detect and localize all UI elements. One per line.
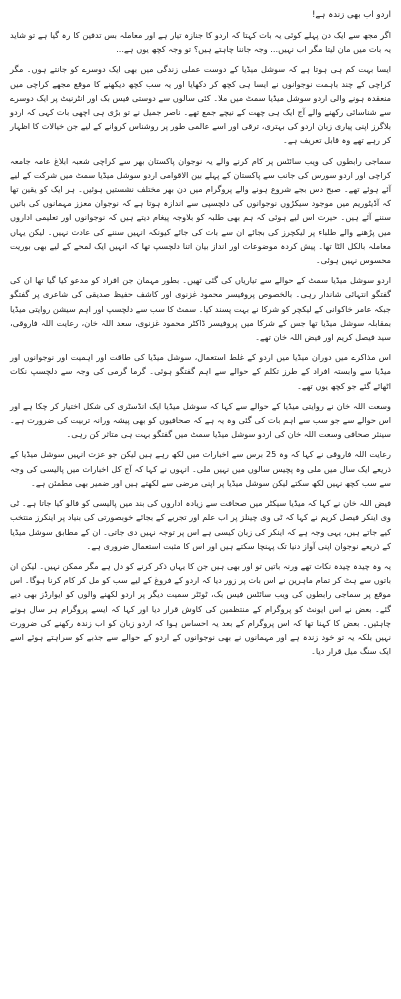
paragraph-7: رعایت اللہ فاروقی نے کہا کہ وہ 25 برس سے اخبارات میں لکھ رہے ہیں لیکن جو عزت انہیں سوشل میڈیا کے ذریعے ایک سال میں ملی وہ پچیس سالوں میں نہیں ملی۔ انہوں نے کہا کہ آج کل اخبارات میں پالیسی کی وجہ سے سب کچھ نہیں لکھ سکتے لیکن سوشل میڈیا پر اپنی مرضی سے لکھتے ہیں اور ضمیر بھی مطمئن ہے۔ (10, 449, 391, 488)
paragraph-6: وسعت اللہ خان نے روایتی میڈیا کے حوالے سے کہا کہ سوشل میڈیا ایک انڈسٹری کی شکل اختیار کر چکا ہے اور اس حوالے سے جو سب سے اہم بات کی گئی وہ یہ ہے کہ صحافیوں کو بھی پیشہ ورانہ تربیت کی ضرورت ہے۔ سینئر صحافی وسعت اللہ خان کی اردو سوشل میڈیا سمٹ میں گفتگو بہت ہی متاثر کن رہی۔ (10, 400, 391, 440)
paragraph-3: سماجی رابطوں کی ویب سائٹس پر کام کرنے والے یہ نوجوان پاکستان بھر سے کراچی شعبہ ابلاغ عامہ جامعہ کراچی اور اردو سورس کی جانب سے پاکستان کے پہلے بین الاقوامی اردو سوشل میڈیا سمٹ میں شرکت کے لیے آئے ہوئے تھے۔ صبح دس بجے شروع ہونے والے پروگرام میں دن بھر مختلف نشستیں ہوئیں۔ ہر ایک کو یقین تھا کہ آڈیٹوریم میں موجود سیکڑوں نوجوانوں کی دلچسپی سے اندازہ ہوتا ہے کہ نوجوان معزز مہمانوں کی باتیں سننے آئے ہیں۔ حیرت اس لیے ہوئی کہ ہم بھی طلبہ کو بلاوجہ پیغام دیتے ہیں کہ نوجوانوں اور تعلیمی اداروں میں پڑھنے والے طلباء پر لیکچرز کی بجائے ان سے بات کی جائے کیونکہ انہیں سننے کی عادت نہیں۔ لیکن یہاں معاملہ بالکل الٹا تھا۔ پیش کردہ موضوعات اور انداز بیان اتنا دلچسپ تھا کہ انہیں ایک لمحے کے لیے بھی بوریت محسوس نہیں ہوئی۔ (10, 155, 391, 266)
paragraph-5: اس مذاکرے میں دوران میڈیا میں اردو کے غلط استعمال، سوشل میڈیا کی طاقت اور اہمیت اور نوجوانوں اور میڈیا سے وابستہ افراد کے طرز تکلم کے حوالے سے اہم گفتگو ہوئی۔ گرما گرمی کی وجہ سے دلچسپ نکات اٹھائے گئے جو کچھ یوں تھے۔ (10, 352, 391, 391)
paragraph-2: ایسا بہت کم ہی ہوتا ہے کہ سوشل میڈیا کے دوست عملی زندگی میں بھی ایک دوسرے کو جانتے ہوں۔ مگر کراچی کے چند باہمت نوجوانوں نے ایسا ہی کچھ کر دکھایا اور یہ سب کچھ دیکھنے کا موقع مجھے کراچی میں منعقدہ ہونے والی اردو سوشل میڈیا سمٹ میں ملا۔ کئی سالوں سے دوستی فیس بک اور انٹرنیٹ پر ایک دوسرے سے شناسائی رکھنے والے آج ایک ہی چھت کے نیچے جمع تھے۔ ناصر جمیل نے تو بڑی ہی اچھی بات کہی کہ اردو بلاگرز اپنی پیاری زبان اردو کی بہتری، ترقی اور اسے عالمی طور پر روشناس کروانے کے لیے جن خیالات کا اظہار کر رہے تھے وہ قابل تعریف ہے۔ (10, 64, 391, 146)
paragraph-9: یہ وہ چیدہ چیدہ نکات تھے ورنہ باتیں تو اور بھی ہیں جن کا یہاں ذکر کرنے کو دل ہے مگر ممکن نہیں۔ لیکن ان باتوں سے ہٹ کر تمام ماہرین نے اس بات پر زور دیا کہ اردو کے فروغ کے لیے سب کو مل کر کام کرنا ہوگا۔ اس موقع پر سماجی رابطوں کی ویب سائٹس فیس بک، ٹوئٹر سمیت دیگر پر اردو لکھنے والوں کو ایوارڈز بھی دیے گئے۔ بعض نے اس ایونٹ کو پروگرام کے منتظمین کی کاوش قرار دیا اور کہا کہ ایسے پروگرام ہر سال ہونے چاہئیں۔ بعض کا کہنا تھا کہ اس پروگرام کے بعد یہ احساس ہوا کہ اردو زبان کو اب زندہ رکھنے کی ضرورت نہیں بلکہ یہ تو خود زندہ ہے اور مہمانوں نے بھی نوجوانوں کے اردو کے حوالے سے جذبے کو سراہتے ہوئے اسے ایک سنگ میل قرار دیا۔ (10, 560, 391, 657)
paragraph-4: اردو سوشل میڈیا سمٹ کے حوالے سے تیاریاں کی گئی تھیں۔ بطور مہمان جن افراد کو مدعو کیا گیا تھا ان کی گفتگو انتہائی شاندار رہی۔ بالخصوص پروفیسر محمود غزنوی اور کاشف حفیظ صدیقی کی شاعری پر گفتگو جبکہ عامر خاکوانی کے لیکچر کو شرکا نے بہت پسند کیا۔ سمٹ کا سب سے دلچسپ اور اہم سیشن روایتی میڈیا بمقابلہ سوشل میڈیا تھا جس کے شرکا میں پروفیسر ڈاکٹر محمود غزنوی، سعد اللہ خان، رعایت اللہ فاروقی، سید فیصل کریم اور فیض اللہ خان تھے۔ (10, 275, 391, 343)
paragraph-1: اگر مجھ سے ایک دن پہلے کوئی یہ بات کہتا کہ اردو کا جنازہ تیار ہے اور معاملہ بس تدفین کا رہ گیا ہے تو شاید یہ بات میں مان لیتا مگر اب نہیں... وجہ جاننا چاہتے ہیں؟ تو وجہ کچھ یوں ہے... (10, 30, 391, 55)
article-title: اردو اب بھی زندہ ہے! (311, 10, 391, 20)
paragraph-8: فیض اللہ خان نے کہا کہ میڈیا سیکٹر میں صحافت سے زیادہ اداروں کی بند میں پالیسی کو فالو کیا جاتا ہے۔ ٹی وی اینکر فیصل کریم نے کہا کہ ٹی وی چینلز پر اب علم اور تجربے کے بجائے خوبصورتی کی بنیاد پر اینکرز منتخب کیے جاتے ہیں، یہی وجہ ہے کہ اینکر کی زبان کیسی ہے اس پر توجہ نہیں دی جاتی۔ ان کے مطابق سوشل میڈیا کے ذریعے نوجوان اپنی آواز دنیا تک پہنچا سکتے ہیں اور اس کا مثبت استعمال ضروری ہے۔ (10, 498, 391, 551)
